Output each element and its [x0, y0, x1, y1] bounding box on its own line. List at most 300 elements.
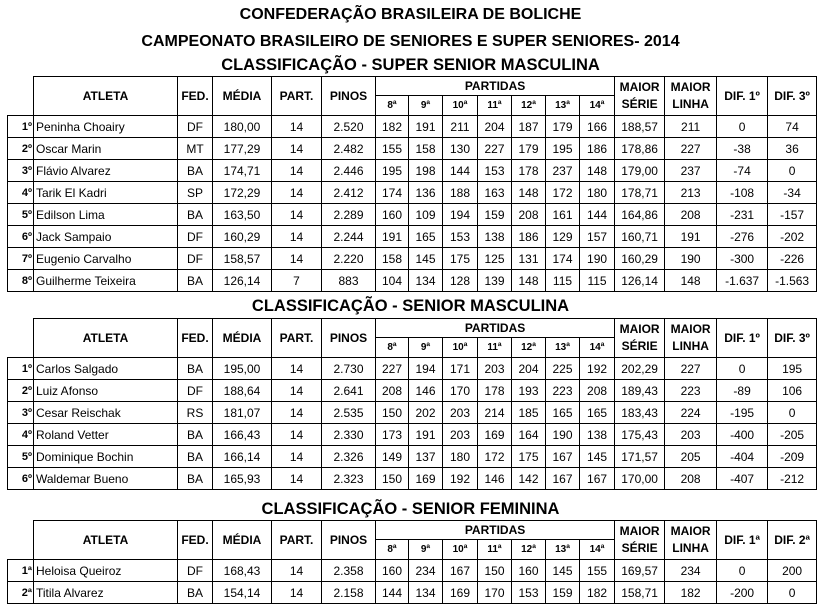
table-row: [8, 160, 817, 182]
federation-cell: MT: [178, 138, 213, 160]
game-score-cell: 186: [512, 226, 546, 248]
diff-first-cell: -407: [717, 468, 768, 490]
table-row: [8, 468, 817, 490]
game-score-cell: 167: [443, 560, 478, 582]
rank-cell: 2ª: [8, 582, 34, 604]
pins-cell: 2.446: [322, 160, 376, 182]
athlete-name-cell: Heloisa Queiroz: [34, 560, 178, 582]
game-score-cell: 104: [376, 270, 409, 292]
game-number-header: 11ª: [478, 96, 512, 116]
header-blank: [8, 319, 34, 358]
game-score-cell: 150: [376, 468, 409, 490]
game-score-cell: 148: [512, 182, 546, 204]
athlete-name-cell: Cesar Reischak: [34, 402, 178, 424]
game-number-header: 13ª: [546, 338, 580, 358]
athlete-name-cell: Titila Alvarez: [34, 582, 178, 604]
game-score-cell: 182: [376, 116, 409, 138]
pins-cell: 2.330: [322, 424, 376, 446]
rank-cell: 1º: [8, 116, 34, 138]
best-series-cell: 189,43: [615, 380, 665, 402]
section-title-senior-fem: CLASSIFICAÇÃO - SENIOR FEMININA: [261, 500, 560, 518]
rank-cell: 4º: [8, 182, 34, 204]
col-diff-first-header: DIF. 1ª: [717, 521, 768, 560]
diff-first-cell: -200: [717, 582, 768, 604]
game-number-header: 12ª: [512, 338, 546, 358]
rank-cell: 5º: [8, 204, 34, 226]
best-game-cell: 191: [665, 226, 717, 248]
diff-third-cell: -205: [768, 424, 817, 446]
game-score-cell: 180: [580, 182, 615, 204]
col-federation-header: FED.: [178, 77, 213, 116]
game-score-cell: 155: [376, 138, 409, 160]
col-diff-third-header: DIF. 3º: [768, 77, 817, 116]
pins-cell: 883: [322, 270, 376, 292]
game-score-cell: 155: [580, 560, 615, 582]
diff-third-cell: -202: [768, 226, 817, 248]
rank-cell: 3º: [8, 160, 34, 182]
diff-third-cell: -212: [768, 468, 817, 490]
game-score-cell: 191: [409, 424, 443, 446]
section-title-senior-masc: CLASSIFICAÇÃO - SENIOR MASCULINA: [251, 297, 570, 315]
federation-cell: BA: [178, 446, 213, 468]
best-game-line2: LINHA: [672, 339, 709, 353]
federation-cell: DF: [178, 116, 213, 138]
diff-first-cell: 0: [717, 116, 768, 138]
diff-third-cell: 106: [768, 380, 817, 402]
game-score-cell: 160: [376, 560, 409, 582]
game-score-cell: 137: [409, 446, 443, 468]
col-pins-header: PINOS: [322, 319, 376, 358]
diff-third-cell: 36: [768, 138, 817, 160]
average-cell: 166,43: [213, 424, 272, 446]
game-score-cell: 179: [546, 116, 580, 138]
game-score-cell: 223: [546, 380, 580, 402]
game-number-header: 14ª: [580, 540, 615, 560]
diff-first-cell: -231: [717, 204, 768, 226]
athlete-name-cell: Oscar Marin: [34, 138, 178, 160]
game-score-cell: 167: [546, 446, 580, 468]
game-score-cell: 198: [409, 160, 443, 182]
athlete-name-cell: Flávio Alvarez: [34, 160, 178, 182]
col-best-series-header: [615, 319, 665, 358]
diff-third-cell: -209: [768, 446, 817, 468]
game-score-cell: 182: [580, 582, 615, 604]
average-cell: 154,14: [213, 582, 272, 604]
game-score-cell: 165: [409, 226, 443, 248]
games-played-cell: 14: [272, 380, 322, 402]
game-number-header: 8ª: [376, 540, 409, 560]
rank-cell: 2º: [8, 138, 34, 160]
diff-first-cell: -404: [717, 446, 768, 468]
game-score-cell: 190: [546, 424, 580, 446]
pins-cell: 2.323: [322, 468, 376, 490]
col-federation-header: FED.: [178, 521, 213, 560]
best-series-line2: SÉRIE: [621, 339, 658, 353]
diff-first-cell: -38: [717, 138, 768, 160]
table-row: [8, 446, 817, 468]
athlete-name-cell: Carlos Salgado: [34, 358, 178, 380]
average-cell: 188,64: [213, 380, 272, 402]
col-average-header: MÉDIA: [213, 77, 272, 116]
federation-cell: BA: [178, 270, 213, 292]
best-game-line1: MAIOR: [670, 524, 711, 538]
game-score-cell: 145: [409, 248, 443, 270]
game-score-cell: 128: [443, 270, 478, 292]
game-score-cell: 153: [443, 226, 478, 248]
col-games-played-header: PART.: [272, 521, 322, 560]
game-score-cell: 195: [376, 160, 409, 182]
pins-cell: 2.326: [322, 446, 376, 468]
game-score-cell: 158: [376, 248, 409, 270]
table-row: [8, 248, 817, 270]
game-number-header: 14ª: [580, 338, 615, 358]
pins-cell: 2.520: [322, 116, 376, 138]
diff-first-cell: -400: [717, 424, 768, 446]
game-score-cell: 109: [409, 204, 443, 226]
col-athlete-header: ATLETA: [34, 77, 178, 116]
game-score-cell: 214: [478, 402, 512, 424]
rank-cell: 5º: [8, 446, 34, 468]
game-score-cell: 160: [512, 560, 546, 582]
games-played-cell: 14: [272, 582, 322, 604]
athlete-name-cell: Dominique Bochin: [34, 446, 178, 468]
header-blank: [8, 77, 34, 116]
best-game-cell: 227: [665, 358, 717, 380]
game-score-cell: 208: [512, 204, 546, 226]
diff-third-cell: 74: [768, 116, 817, 138]
game-score-cell: 144: [580, 204, 615, 226]
table-row: [8, 116, 817, 138]
game-score-cell: 194: [443, 204, 478, 226]
table-row: [8, 270, 817, 292]
game-score-cell: 134: [409, 582, 443, 604]
athlete-name-cell: Eugenio Carvalho: [34, 248, 178, 270]
table-row: [8, 138, 817, 160]
best-series-cell: 175,43: [615, 424, 665, 446]
best-game-line2: LINHA: [672, 97, 709, 111]
game-number-header: 10ª: [443, 540, 478, 560]
col-average-header: MÉDIA: [213, 319, 272, 358]
diff-first-cell: -108: [717, 182, 768, 204]
best-series-cell: 178,86: [615, 138, 665, 160]
diff-third-cell: 0: [768, 582, 817, 604]
diff-third-cell: -226: [768, 248, 817, 270]
game-score-cell: 192: [580, 358, 615, 380]
game-score-cell: 125: [478, 248, 512, 270]
game-number-header: 8ª: [376, 338, 409, 358]
col-games-played-header: PART.: [272, 77, 322, 116]
game-score-cell: 150: [376, 402, 409, 424]
game-score-cell: 172: [478, 446, 512, 468]
pins-cell: 2.641: [322, 380, 376, 402]
col-best-game-header: [665, 77, 717, 116]
col-best-game-header: [665, 319, 717, 358]
best-series-cell: 170,00: [615, 468, 665, 490]
average-cell: 195,00: [213, 358, 272, 380]
federation-cell: RS: [178, 402, 213, 424]
game-score-cell: 191: [376, 226, 409, 248]
game-score-cell: 148: [580, 160, 615, 182]
average-cell: 174,71: [213, 160, 272, 182]
col-athlete-header: ATLETA: [34, 521, 178, 560]
game-score-cell: 234: [409, 560, 443, 582]
rank-cell: 1ª: [8, 560, 34, 582]
pins-cell: 2.220: [322, 248, 376, 270]
game-score-cell: 144: [443, 160, 478, 182]
diff-third-cell: -1.563: [768, 270, 817, 292]
game-score-cell: 138: [580, 424, 615, 446]
game-score-cell: 148: [512, 270, 546, 292]
best-game-cell: 213: [665, 182, 717, 204]
game-score-cell: 202: [409, 402, 443, 424]
game-score-cell: 225: [546, 358, 580, 380]
game-score-cell: 211: [443, 116, 478, 138]
diff-third-cell: 0: [768, 402, 817, 424]
col-athlete-header: ATLETA: [34, 319, 178, 358]
game-score-cell: 139: [478, 270, 512, 292]
best-game-cell: 182: [665, 582, 717, 604]
federation-cell: DF: [178, 248, 213, 270]
game-score-cell: 136: [409, 182, 443, 204]
game-score-cell: 188: [443, 182, 478, 204]
game-score-cell: 169: [443, 582, 478, 604]
table-row: [8, 424, 817, 446]
rank-cell: 6º: [8, 226, 34, 248]
game-score-cell: 145: [580, 446, 615, 468]
col-diff-third-header: DIF. 3º: [768, 319, 817, 358]
athlete-name-cell: Luiz Afonso: [34, 380, 178, 402]
best-game-cell: 208: [665, 204, 717, 226]
games-played-cell: 14: [272, 182, 322, 204]
federation-cell: BA: [178, 204, 213, 226]
average-cell: 172,29: [213, 182, 272, 204]
game-score-cell: 115: [546, 270, 580, 292]
best-series-cell: 179,00: [615, 160, 665, 182]
game-number-header: 11ª: [478, 338, 512, 358]
federation-cell: DF: [178, 226, 213, 248]
col-games-group-header: PARTIDAS: [376, 521, 615, 540]
federation-cell: SP: [178, 182, 213, 204]
game-score-cell: 150: [478, 560, 512, 582]
game-score-cell: 172: [546, 182, 580, 204]
average-cell: 168,43: [213, 560, 272, 582]
game-score-cell: 159: [546, 582, 580, 604]
games-played-cell: 14: [272, 424, 322, 446]
games-played-cell: 14: [272, 160, 322, 182]
game-score-cell: 194: [409, 358, 443, 380]
game-score-cell: 165: [580, 402, 615, 424]
game-score-cell: 191: [409, 116, 443, 138]
games-played-cell: 14: [272, 402, 322, 424]
games-played-cell: 14: [272, 248, 322, 270]
game-score-cell: 134: [409, 270, 443, 292]
athlete-name-cell: Edilson Lima: [34, 204, 178, 226]
rank-cell: 4º: [8, 424, 34, 446]
diff-first-cell: 0: [717, 358, 768, 380]
game-score-cell: 145: [546, 560, 580, 582]
average-cell: 181,07: [213, 402, 272, 424]
game-score-cell: 129: [546, 226, 580, 248]
athlete-name-cell: Jack Sampaio: [34, 226, 178, 248]
federation-cell: BA: [178, 582, 213, 604]
best-game-cell: 211: [665, 116, 717, 138]
table-row: [8, 358, 817, 380]
federation-cell: DF: [178, 560, 213, 582]
col-federation-header: FED.: [178, 319, 213, 358]
game-score-cell: 138: [478, 226, 512, 248]
header-blank: [8, 521, 34, 560]
col-diff-first-header: DIF. 1º: [717, 77, 768, 116]
table-row: [8, 204, 817, 226]
best-game-line2: LINHA: [672, 541, 709, 555]
game-score-cell: 179: [512, 138, 546, 160]
diff-first-cell: 0: [717, 560, 768, 582]
games-played-cell: 14: [272, 204, 322, 226]
game-score-cell: 146: [409, 380, 443, 402]
best-game-cell: 223: [665, 380, 717, 402]
game-score-cell: 195: [546, 138, 580, 160]
games-played-cell: 14: [272, 358, 322, 380]
table-row: [8, 582, 817, 604]
col-games-group-header: PARTIDAS: [376, 77, 615, 96]
athlete-name-cell: Roland Vetter: [34, 424, 178, 446]
games-played-cell: 14: [272, 560, 322, 582]
game-score-cell: 173: [376, 424, 409, 446]
game-score-cell: 158: [409, 138, 443, 160]
game-score-cell: 163: [478, 182, 512, 204]
game-number-header: 9ª: [409, 338, 443, 358]
rank-cell: 1º: [8, 358, 34, 380]
federation-cell: DF: [178, 380, 213, 402]
col-diff-first-header: DIF. 1º: [717, 319, 768, 358]
game-score-cell: 178: [512, 160, 546, 182]
game-score-cell: 144: [376, 582, 409, 604]
game-number-header: 12ª: [512, 96, 546, 116]
section-title-super-senior: CLASSIFICAÇÃO - SUPER SENIOR MASCULINA: [221, 56, 600, 74]
game-number-header: 11ª: [478, 540, 512, 560]
game-score-cell: 165: [546, 402, 580, 424]
athlete-name-cell: Peninha Choairy: [34, 116, 178, 138]
diff-first-cell: -89: [717, 380, 768, 402]
best-series-cell: 160,29: [615, 248, 665, 270]
games-played-cell: 14: [272, 226, 322, 248]
best-game-cell: 208: [665, 468, 717, 490]
col-diff-third-header: DIF. 2ª: [768, 521, 817, 560]
game-score-cell: 146: [478, 468, 512, 490]
game-score-cell: 131: [512, 248, 546, 270]
diff-third-cell: -34: [768, 182, 817, 204]
best-series-cell: 178,71: [615, 182, 665, 204]
game-score-cell: 174: [376, 182, 409, 204]
diff-third-cell: 200: [768, 560, 817, 582]
best-series-cell: 169,57: [615, 560, 665, 582]
athlete-name-cell: Guilherme Teixeira: [34, 270, 178, 292]
federation-title: CONFEDERAÇÃO BRASILEIRA DE BOLICHE: [239, 6, 582, 23]
best-series-cell: 183,43: [615, 402, 665, 424]
rank-cell: 7º: [8, 248, 34, 270]
game-score-cell: 169: [409, 468, 443, 490]
diff-first-cell: -74: [717, 160, 768, 182]
best-game-cell: 148: [665, 270, 717, 292]
game-score-cell: 174: [546, 248, 580, 270]
diff-first-cell: -276: [717, 226, 768, 248]
athlete-name-cell: Waldemar Bueno: [34, 468, 178, 490]
diff-first-cell: -300: [717, 248, 768, 270]
rank-cell: 2º: [8, 380, 34, 402]
rank-cell: 3º: [8, 402, 34, 424]
athlete-name-cell: Tarik El Kadri: [34, 182, 178, 204]
best-game-cell: 190: [665, 248, 717, 270]
game-score-cell: 149: [376, 446, 409, 468]
best-series-cell: 188,57: [615, 116, 665, 138]
best-series-cell: 171,57: [615, 446, 665, 468]
game-score-cell: 186: [580, 138, 615, 160]
table-row: [8, 560, 817, 582]
standings-table: [7, 520, 817, 604]
col-games-played-header: PART.: [272, 319, 322, 358]
pins-cell: 2.244: [322, 226, 376, 248]
table-row: [8, 182, 817, 204]
diff-third-cell: -157: [768, 204, 817, 226]
average-cell: 177,29: [213, 138, 272, 160]
game-score-cell: 175: [512, 446, 546, 468]
game-score-cell: 237: [546, 160, 580, 182]
standings-table: [7, 318, 817, 490]
game-score-cell: 166: [580, 116, 615, 138]
pins-cell: 2.535: [322, 402, 376, 424]
col-best-series-header: [615, 77, 665, 116]
col-best-game-header: [665, 521, 717, 560]
game-number-header: 10ª: [443, 338, 478, 358]
diff-first-cell: -195: [717, 402, 768, 424]
average-cell: 160,29: [213, 226, 272, 248]
game-number-header: 8ª: [376, 96, 409, 116]
best-game-cell: 224: [665, 402, 717, 424]
average-cell: 126,14: [213, 270, 272, 292]
games-played-cell: 14: [272, 446, 322, 468]
game-score-cell: 180: [443, 446, 478, 468]
game-score-cell: 203: [478, 358, 512, 380]
best-series-line1: MAIOR: [619, 322, 660, 336]
federation-cell: BA: [178, 160, 213, 182]
pins-cell: 2.358: [322, 560, 376, 582]
game-number-header: 9ª: [409, 540, 443, 560]
federation-cell: BA: [178, 468, 213, 490]
pins-cell: 2.412: [322, 182, 376, 204]
best-series-line1: MAIOR: [619, 524, 660, 538]
game-score-cell: 185: [512, 402, 546, 424]
games-played-cell: 14: [272, 116, 322, 138]
best-series-line2: SÉRIE: [621, 541, 658, 555]
game-number-header: 13ª: [546, 540, 580, 560]
best-series-cell: 158,71: [615, 582, 665, 604]
best-game-line1: MAIOR: [670, 322, 711, 336]
federation-cell: BA: [178, 358, 213, 380]
game-score-cell: 227: [376, 358, 409, 380]
game-score-cell: 178: [478, 380, 512, 402]
col-average-header: MÉDIA: [213, 521, 272, 560]
game-score-cell: 142: [512, 468, 546, 490]
pins-cell: 2.158: [322, 582, 376, 604]
best-game-cell: 205: [665, 446, 717, 468]
game-score-cell: 115: [580, 270, 615, 292]
diff-third-cell: 195: [768, 358, 817, 380]
game-score-cell: 171: [443, 358, 478, 380]
game-score-cell: 204: [512, 358, 546, 380]
game-score-cell: 175: [443, 248, 478, 270]
diff-third-cell: 0: [768, 160, 817, 182]
best-series-cell: 202,29: [615, 358, 665, 380]
